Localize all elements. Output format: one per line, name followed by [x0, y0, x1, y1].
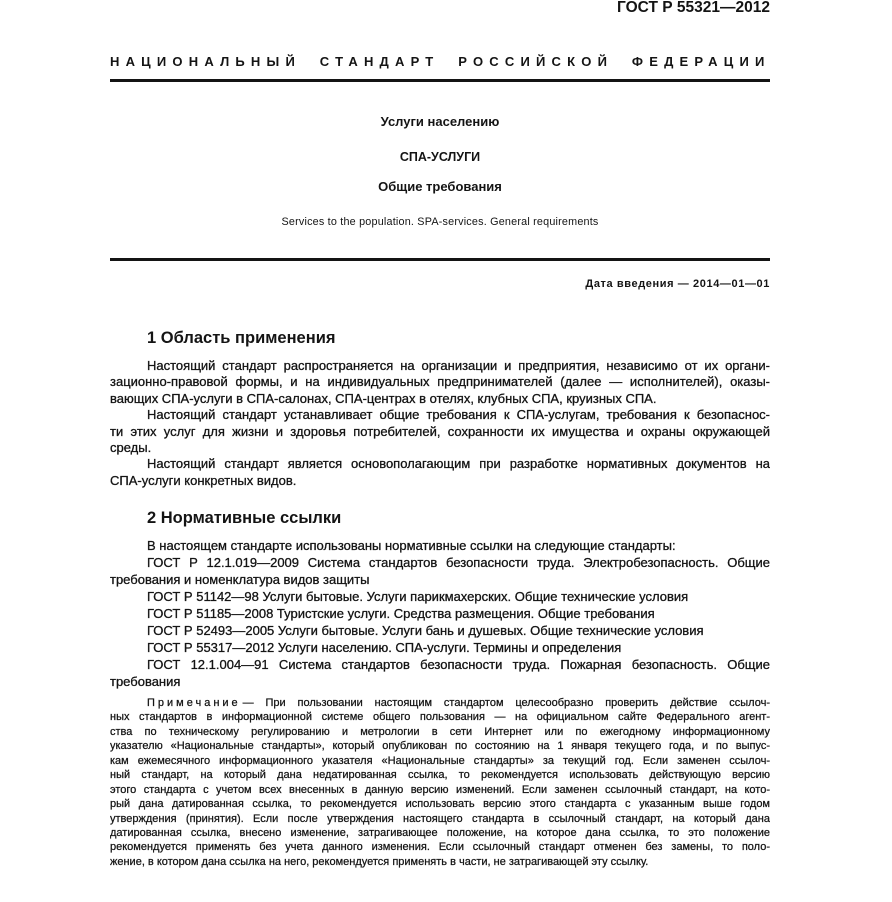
note-line: датированная ссылка, внесено изменение, затрагивающее положение, на которое дана ссылка, то это положение [110, 826, 770, 839]
references-line: требования и номенклатура видов защиты [110, 571, 370, 587]
references-line: ГОСТ Р 51142—98 Услуги бытовые. Услуги парикмахерских. Общие технические условия [147, 588, 689, 604]
scope-section [110, 358, 770, 489]
note-line: рый дана датированная ссылка, то рекомендуется использовать версию этого стандарта с указанным выше годом [110, 798, 770, 811]
references-line: ГОСТ Р 52493—2005 Услуги бытовые. Услуги бань и душевых. Общие технические условия [147, 622, 704, 638]
note-line: кам ежемесячного информационного указателя «Национальные стандарты» за текущий год. Если заменен ссылоч- [110, 754, 770, 767]
references-line: ГОСТ 12.1.004—91 Система стандартов безопасности труда. Пожарная безопасность. Общие [147, 656, 770, 672]
section-heading-references: 2 Нормативные ссылки [147, 509, 342, 527]
document-number: ГОСТ Р 55321—2012 [617, 0, 770, 16]
title-rule [110, 258, 770, 261]
note-line: рекомендуется применять без учета данного изменения. Если ссылочный стандарт отменен без замены, то поло- [110, 841, 770, 854]
note-line: ных стандартов в информационной системе общего пользования — на официальном сайте Федерального агент- [110, 711, 770, 724]
title-main: СПА-УСЛУГИ [399, 150, 481, 164]
references-line: требования [110, 673, 181, 689]
scope-line: вающих СПА-услуги в СПА-салонах, СПА-центрах в отелях, клубных СПА, круизных СПА. [110, 390, 657, 406]
note-line: жение, в котором дана ссылка на него, рекомендуется применять в части, не затрагивающей эту ссылку. [110, 855, 649, 868]
scope-line: ти этих услуг для жизни и здоровья потребителей, сохранности их имущества и охраны окружающей [110, 423, 770, 439]
note-label: Примечание [147, 697, 241, 709]
references-line: ГОСТ Р 12.1.019—2009 Система стандартов безопасности труда. Электробезопасность. Общие [147, 554, 770, 570]
note-line: указателю «Национальные стандарты», который опубликован по состоянию на 1 января текущего года, и по выпус- [110, 740, 770, 753]
scope-line: Настоящий стандарт является основополагающим при разработке нормативных документов на [147, 456, 770, 472]
note-line: ства по техническому регулированию и метрологии в сети Интернет или по ежегодному информационному [110, 725, 770, 738]
references-line: ГОСТ Р 55317—2012 Услуги населению. СПА-услуги. Термины и определения [147, 639, 622, 655]
note-text: — При пользовании настоящим стандартом целесообразно проверить действие ссылоч- [242, 697, 770, 709]
scope-line: Настоящий стандарт распространяется на организации и предприятия, независимо от их органи- [147, 358, 770, 373]
header-rule [110, 79, 770, 82]
note-line [110, 696, 770, 710]
national-standard-banner: НАЦИОНАЛЬНЫЙ СТАНДАРТ РОССИЙСКОЙ ФЕДЕРАЦИИ [110, 54, 771, 69]
references-line: В настоящем стандарте использованы нормативные ссылки на следующие стандарты: [147, 537, 676, 553]
scope-line: Настоящий стандарт устанавливает общие требования к СПА-услугам, требования к безопаснос- [147, 407, 770, 423]
references-section [110, 537, 770, 690]
note-line: утверждения (принятия). Если после утверждения настоящего стандарта в ссылочный стандарт, на который дана [110, 812, 770, 825]
title-english: Services to the population. SPA-services. General requirements [281, 216, 599, 228]
title-group: Услуги населению [380, 114, 500, 129]
note-line: ный стандарт, на который дана недатированная ссылка, то рекомендуется использовать действующую версию [110, 769, 770, 782]
note-block [110, 696, 770, 869]
title-sub: Общие требования [378, 179, 502, 194]
scope-line: зационно-правовой формы, и на индивидуальных предпринимателей (далее — исполнителей), оказы- [110, 374, 770, 390]
section-heading-scope: 1 Область применения [147, 329, 336, 347]
effective-date: Дата введения — 2014—01—01 [585, 278, 770, 290]
scope-line: среды. [110, 439, 152, 455]
scope-line: СПА-услуги конкретных видов. [110, 472, 297, 488]
references-line: ГОСТ Р 51185—2008 Туристские услуги. Средства размещения. Общие требования [147, 605, 655, 621]
note-line: этого стандарта с учетом всех внесенных в данную версию изменений. Если заменен ссылочный стандарт, на кото- [110, 783, 770, 796]
